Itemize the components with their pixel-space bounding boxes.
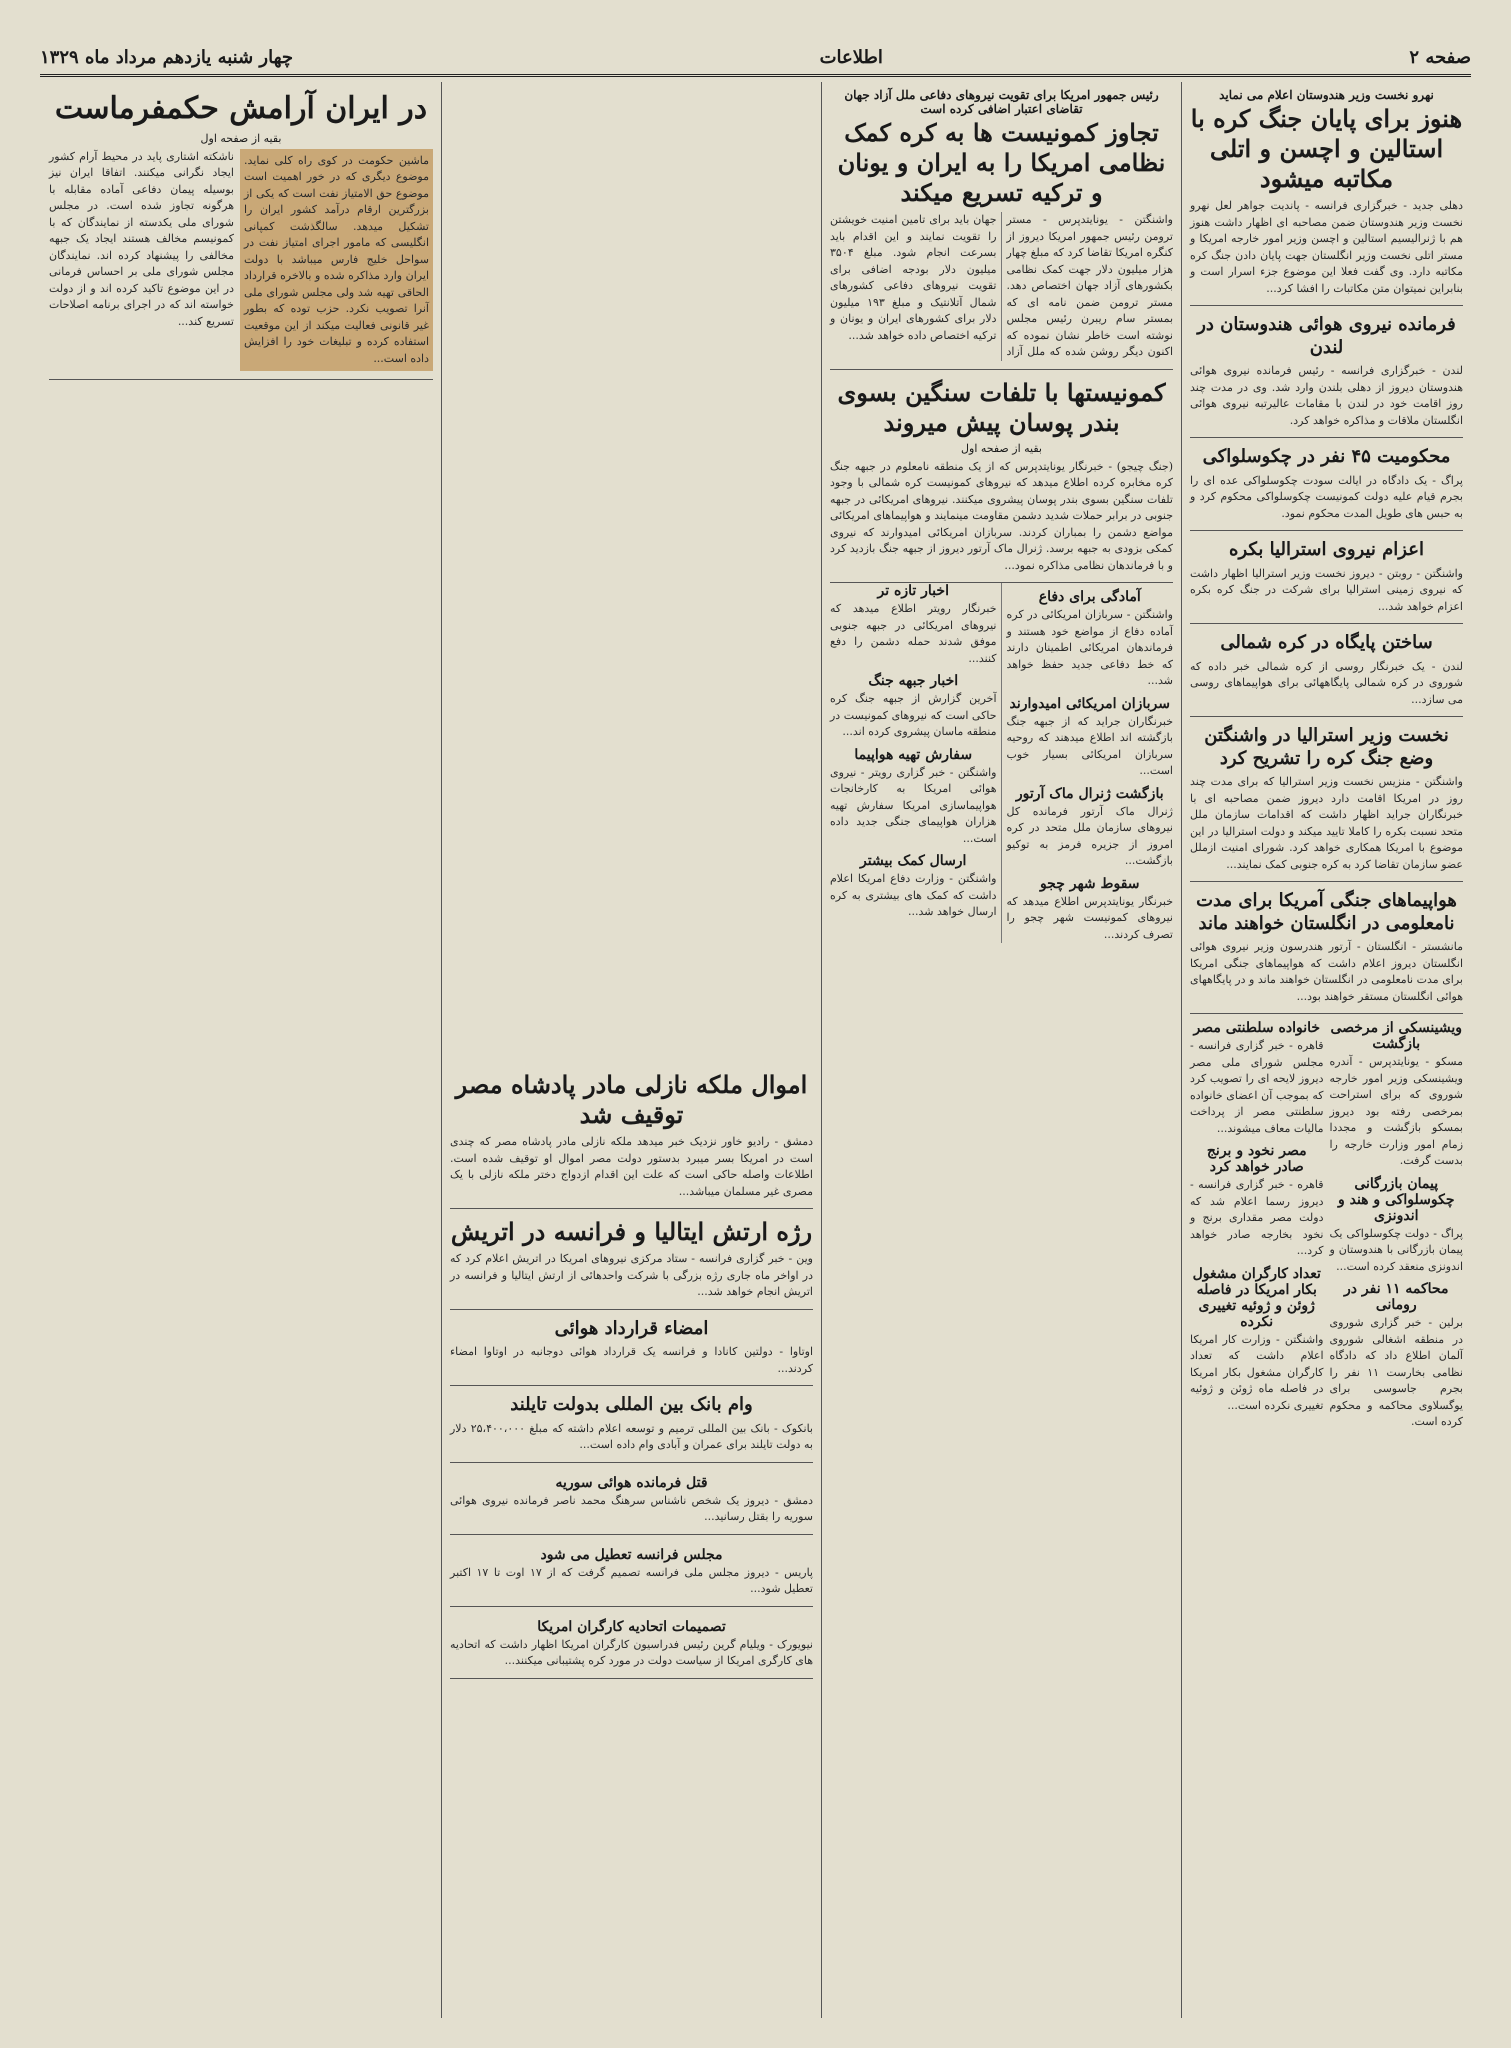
article-headline: محاکمه ۱۱ نفر در رومانی: [1344, 1281, 1449, 1313]
article-headline: خانواده سلطنتی مصر: [1193, 1020, 1321, 1036]
bottom-briefs: [1186, 1014, 1463, 1431]
column-2: [821, 82, 1181, 2018]
article-france-assembly: [446, 1535, 813, 1607]
war-briefs: [826, 583, 1173, 943]
page-number: صفحه ۲: [1409, 46, 1471, 68]
article-body: ژنرال ماک آرتور فرمانده کل نیروهای سازمان ملل متحد در کره امروز از جزیره فرمز به توکیو بازگشت...: [1003, 804, 1173, 867]
article-headline: اموال ملکه نازلی مادر پادشاه مصر توقیف شد: [455, 1070, 808, 1129]
article-pusan-advance: [826, 370, 1173, 584]
article-body: مانشستر - انگلستان - آرتور هندرسون وزیر نیروی هوائی انگلستان دیروز اعلام داشت که هواپیماهای جنگی امریکا برای مدت نامعلومی در انگلستان خواهند ماند و در پایگاههای هوائی انگلستان مستقر خواهند بود...: [1186, 940, 1463, 1003]
article-body: پراگ - دولت چکوسلواکی یک پیمان بازرگانی با هندوستان و اندونزی منعقد کرده است...: [1326, 1226, 1463, 1273]
article-headline: فرمانده نیروی هوائی هندوستان در لندن: [1197, 314, 1456, 358]
article-body: پراگ - یک دادگاه در ایالت سودت چکوسلواکی عده ای را بجرم قیام علیه دولت کمونیست چکوسلواکی محکوم کرد و به حبس های طویل المدت محکوم نمود.: [1186, 473, 1463, 520]
article-headline: کمونیستها با تلفات سنگین بسوی بندر پوسان پیش میروند: [837, 377, 1166, 437]
article-body: مسکو - یونایتدپرس - آندره ویشینسکی وزیر امور خارجه شوروی که برای استراحت بمرخصی رفته بود دیروز بمسکو بازگشت و مجددا زمام امور وزارت خارجه را بدست گرفت.: [1326, 1055, 1463, 1167]
article-body: لندن - خبرگزاری فرانسه - رئیس فرمانده نیروی هوائی هندوستان دیروز از دهلی بلندن وارد شد. وی در مدت چند روز اقامت خود در لندن با مقامات عالیرتبه نیروی هوائی انگلستان ملاقات و مذاکره خواهد کرد.: [1186, 364, 1463, 427]
column-4: [41, 82, 441, 2018]
article-columns: [45, 149, 433, 372]
article-body: ماشین حکومت در کوی راه کلی نماید. موضوع دیگری که در خور اهمیت است موضوع حق الامتیاز نفت است که یکی از بزرگترین ارقام درآمد کشور ایران را تشکیل میدهد. سالگذشت کمپانی انگلیسی که مامور اجرای امتیاز نفت در سواحل خلیج فارس میباشد با دولت ایران وارد مذاکره شده و بالاخره قرارداد الحاقی تهیه شد ولی مجلس شورای ملی آنرا تصویب نکرد. حزب توده که بطور غیر قانونی فعالیت میکند از این موقعیت استفاده کرده و تبلیغات خود را افزایش داده است...: [240, 153, 429, 365]
article-body: اوتاوا - دولتین کانادا و فرانسه یک قرارداد هوائی دوجانبه در اوتاوا امضاء کردند...: [446, 1345, 813, 1375]
article-headline: مجلس فرانسه تعطیل می شود: [540, 1546, 723, 1563]
article-body: پاریس - دیروز مجلس ملی فرانسه تصمیم گرفت که از ۱۷ اوت تا ۱۷ اکتبر تعطیل شود...: [446, 1565, 813, 1595]
article-us-labor: [446, 1607, 813, 1679]
article-headline: سقوط شهر چجو: [1039, 875, 1140, 892]
article-air-agreement: [446, 1310, 813, 1387]
article-nazli: [446, 1062, 813, 1209]
article-headline: آمادگی برای دفاع: [1038, 589, 1141, 605]
article-body: خبرنگاران جراید که از جبهه جنگ بازگشته اند اطلاع میدهند که روحیه سربازان امریکائی بسیار خوب است...: [1003, 714, 1173, 777]
article-australia-pm: [1186, 717, 1463, 882]
article-headline: محکومیت ۴۵ نفر در چکوسلواکی: [1202, 446, 1451, 467]
article-headline: مصر نخود و برنج صادر خواهد کرد: [1206, 1143, 1307, 1175]
article-headline: سربازان امریکائی امیدوارند: [1009, 695, 1170, 712]
article-nehru-korea: [1186, 82, 1463, 306]
article-body: واشنگتن - منزیس نخست وزیر استرالیا که برای مدت چند روز در امریکا اقامت دارد دیروز ضمن مصاحبه ای با خبرنگاران جراید اظهار داشت که اقدامات سازمان ملل متحد نسبت بکره را کاملا تایید میکند و دولت استرالیا در این موضوع با امریکا همکاری خواهد کرد. شورای امنیت ازملل عضو سازمان تقاضا کرد به کره جنوبی کمک نمایند...: [1186, 775, 1463, 871]
paper-name: اطلاعات: [819, 46, 883, 68]
article-headline: قتل فرمانده هوائی سوریه: [555, 1474, 708, 1491]
article-thailand-loan: [446, 1386, 813, 1463]
article-kicker: رئیس جمهور امریکا برای تقویت نیروهای دفاعی ملل آزاد جهان تقاضای اعتبار اضافی کرده است: [844, 88, 1159, 116]
article-syria-commander: [446, 1463, 813, 1535]
article-body: آخرین گزارش از جبهه جنگ کره حاکی است که نیروهای کمونیست در منطقه ماسان پیشروی کرده اند...: [826, 692, 997, 738]
article-headline: تجاوز کمونیست ها به کره کمک نظامی امریکا را به ایران و یونان و ترکیه تسریع میکند: [837, 118, 1166, 207]
article-continuation: بقیه از صفحه اول: [200, 131, 282, 145]
article-czech-sentence: [1186, 438, 1463, 531]
article-headline: ساختن پایگاه در کره شمالی: [1220, 632, 1433, 653]
article-body: لندن - یک خبرنگار روسی از کره شمالی خبر داده که شوروی در کره شمالی پایگاههائی برای هواپیماهای روسی می سازد...: [1186, 659, 1463, 706]
article-headline: هواپیماهای جنگی آمریکا برای مدت نامعلومی در انگلستان خواهند ماند: [1196, 890, 1457, 934]
article-body: قاهره - خبر گزاری فرانسه - دیروز رسما اعلام شد که دولت مصر مقداری برنج و نخود بخارجه صادر خواهد کرد...: [1186, 1178, 1324, 1257]
article-headline: هنوز برای پایان جنگ کره با استالین و اچسن و اتلی مکاتبه میشود: [1190, 104, 1463, 193]
article-iran-calm: [45, 82, 433, 380]
article-headline: بازگشت ژنرال ماک آرتور: [1015, 785, 1164, 802]
column-1: [1181, 82, 1471, 2018]
article-headline: ارسال کمک بیشتر: [860, 853, 967, 869]
upper-space: [450, 82, 813, 1062]
article-body: واشنگتن - روبتن - دیروز نخست وزیر استرالیا اظهار داشت که نیروی زمینی استرالیا برای شرکت در جنگ کره بکره اعزام خواهد شد...: [1186, 566, 1463, 613]
masthead: [40, 40, 1471, 77]
article-austria-parade: [446, 1209, 813, 1310]
article-body: قاهره - خبر گزاری فرانسه - مجلس شورای ملی مصر دیروز لایحه ای را تصویب کرد که بموجب آن اعضای خانواده سلطنتی مصر از پرداخت مالیات معاف میشوند...: [1186, 1039, 1324, 1135]
article-body: واشنگتن - وزارت کار امریکا اعلام داشت که تعداد کارگران مشغول بکار امریکا در فاصله ماه ژوئن و ژوئیه تغییری نکرده است...: [1186, 1332, 1324, 1412]
article-australia-force: [1186, 531, 1463, 624]
article-body: وین - خبر گزاری فرانسه - ستاد مرکزی نیروهای امریکا در اتریش اعلام کرد که در اواخر ماه جاری رژه بزرگی با شرکت واحدهائی از ارتش ایتالیا و فرانسه در اتریش انجام خواهد شد...: [446, 1252, 813, 1298]
article-headline: پیمان بازرگانی چکوسلواکی و هند و اندونزی: [1337, 1175, 1455, 1224]
article-headline: اخبار جبهه جنگ: [868, 673, 959, 689]
article-body: واشنگتن - وزارت دفاع امریکا اعلام داشت که کمک های بیشتری به کره ارسال خواهد شد...: [826, 872, 997, 918]
article-headline: تصمیمات اتحادیه کارگران امریکا: [537, 1618, 726, 1635]
article-body: خبرنگار یونایتدپرس اطلاع میدهد که نیروهای کمونیست شهر چجو را تصرف کردند...: [1003, 894, 1173, 941]
article-headline: سفارش تهیه هواپیما: [854, 746, 973, 763]
article-us-planes-uk: [1186, 882, 1463, 1014]
article-headline: رژه ارتش ایتالیا و فرانسه در اتریش: [450, 1217, 813, 1246]
article-headline: امضاء قرارداد هوائی: [554, 1317, 709, 1339]
article-body: واشنگتن - خبر گزاری رویتر - نیروی هوائی امریکا به کارخانجات هواپیماسازی امریکا سفارش تهیه هزاران هواپیمای جنگی جدید داده است...: [826, 765, 997, 845]
article-body: بانکوک - بانک بین المللی ترمیم و توسعه اعلام داشته که مبلغ ۲۵،۴۰۰،۰۰۰ دلار به دولت تایلند برای عمران و آبادی وام داده است...: [446, 1421, 813, 1451]
article-north-korea-base: [1186, 624, 1463, 717]
article-body: (جنگ چیجو) - خبرنگار یونایتدپرس که از یک منطقه نامعلوم در جبهه جنگ کره مخابره کرده اطلاع میدهد که نیروهای کمونیست کره شمالی با وجود تلفات سنگین بسوی بندر پوسان پیشروی میکنند. نیروهای امریکائی در جبهه جنوبی در برابر حملات شدید دشمن مقاومت مینمایند و هواپیماهای امریکائی مواضع دشمن را بمباران کردند. سربازان امریکائی امیدوارند که نیروی کمکی بزودی به جبهه برسد. ژنرال ماک آرتور دیروز از جبهه جنگ بازدید کرد و با فرماندهان نظامی مذاکره نمود...: [826, 459, 1173, 572]
article-body: واشنگتن - یونایتدپرس - مستر ترومن رئیس جمهور امریکا دیروز از کنگره امریکا تقاضا کرد که مبلغ چهار هزار میلیون دلار جهت کمک نظامی بکشورهای آزاد جهان اختصاص دهد. مستر ترومن ضمن نامه ای که بمستر سام ریبرن رئیس مجلس نوشته است خاطر نشان نموده که اکنون دیگر روشن شده که ملل آزاد جهان باید برای تامین امنیت خویشتن را تقویت نمایند و این اقدام باید بسرعت انجام شود. مبلغ ۳۵۰۴ میلیون دلار بودجه اضافی برای تقویت نیروهای دفاعی کشورهای شمال آتلانتیک و مبلغ ۱۹۳ میلیون دلار برای کشورهای ایران و یونان و ترکیه اختصاص داده خواهد شد...: [826, 213, 1173, 358]
article-body: واشنگتن - سربازان امریکائی در کره آماده دفاع از مواضع خود هستند و فرماندهان امریکائی اطمینان دارند که خط دفاعی جدید حفظ خواهد شد...: [1003, 608, 1173, 687]
article-body: دمشق - رادیو خاور نزدیک خبر میدهد ملکه نازلی مادر پادشاه مصر که چندی است در امریکا بسر میبرد بدستور دولت مصر اموال او توقیف شده است. اطلاعات واصله حاکی است که علت این اقدام ازدواج دختر ملکه نازلی با یک مصری غیر مسلمان میباشد...: [446, 1135, 813, 1198]
article-body: برلین - خبر گزاری شوروی در منطقه اشغالی شوروی آلمان اطلاع داد که دادگاه نظامی بخارست ۱۱ نفر را بجرم جاسوسی برای یوگسلاوی محاکمه و محکوم کرده است.: [1326, 1316, 1463, 1428]
article-headline: اعزام نیروی استرالیا بکره: [1229, 539, 1424, 560]
issue-date: چهار شنبه یازدهم مرداد ماه ۱۳۲۹: [40, 46, 294, 68]
article-india-airforce: [1186, 306, 1463, 438]
article-body: ناشکته اشتاری پاید در محیط آرام کشور ایجاد نگرانی میکنند. اتفاقا ایران نیز بوسیله پیمان دفاعی آماده مقابله با هرگونه تجاوز شده است. در مجلس شورای ملی یکدسته از نمایندگان که با کمونیسم مخالف هستند ایجاد یک جبهه مخالفی را پیشنهاد کرده اند. نمایندگان مجلس شورای ملی بر احساس فرمانی در این موضوع تاکید کرده اند و از دولت خواسته اند که در اجرای برنامه اصلاحات تسریع کند...: [45, 149, 234, 328]
article-headline: تعداد کارگران مشغول بکار امریکا در فاصله ژوئن و ژوئیه تغییری نکرده: [1192, 1265, 1321, 1330]
column-3: [441, 82, 821, 2018]
article-headline: وام بانک بین المللی بدولت تایلند: [510, 1394, 753, 1415]
article-body: خبرنگار رویتر اطلاع میدهد که نیروهای امریکائی در جبهه جنوبی موفق شدند حمله دشمن را دفع کنند...: [826, 602, 997, 665]
article-body: نیویورک - ویلیام گرین رئیس فدراسیون کارگران امریکا اظهار داشت که اتحادیه های کارگری امریکا از سیاست دولت در مورد کره پشتیبانی میکنند...: [446, 1637, 813, 1667]
article-truman-aid: [826, 82, 1173, 370]
article-headline: نخست وزیر استرالیا در واشنگتن وضع جنگ کره را تشریح کرد: [1204, 725, 1449, 769]
article-body: دهلی جدید - خبرگزاری فرانسه - پاندیت جواهر لعل نهرو نخست وزیر هندوستان ضمن مصاحبه ای اظهار داشت هنوز هم با ژنرالیسیم استالین و اچسن وزیر امور خارجه امریکا و مستر اتلی نخست وزیر انگلستان جهت پایان دادن جنگ کره مکاتبه دارد. وی گفت فعلا این موضوع جزء اسرار است و بنابراین نمیتوان متن مکاتبات را افشا کرد...: [1186, 199, 1463, 295]
article-headline: ویشینسکی از مرخصی بازگشت: [1330, 1020, 1463, 1052]
article-headline: در ایران آرامش حکمفرماست: [54, 91, 428, 126]
article-continuation: بقیه از صفحه اول: [961, 441, 1042, 455]
article-body: دمشق - دیروز یک شخص ناشناس سرهنگ محمد ناصر فرمانده نیروی هوائی سوریه را بقتل رسانید...: [446, 1493, 813, 1523]
article-kicker: نهرو نخست وزیر هندوستان اعلام می نماید: [1219, 88, 1434, 102]
article-headline: اخبار تازه تر: [877, 583, 949, 599]
